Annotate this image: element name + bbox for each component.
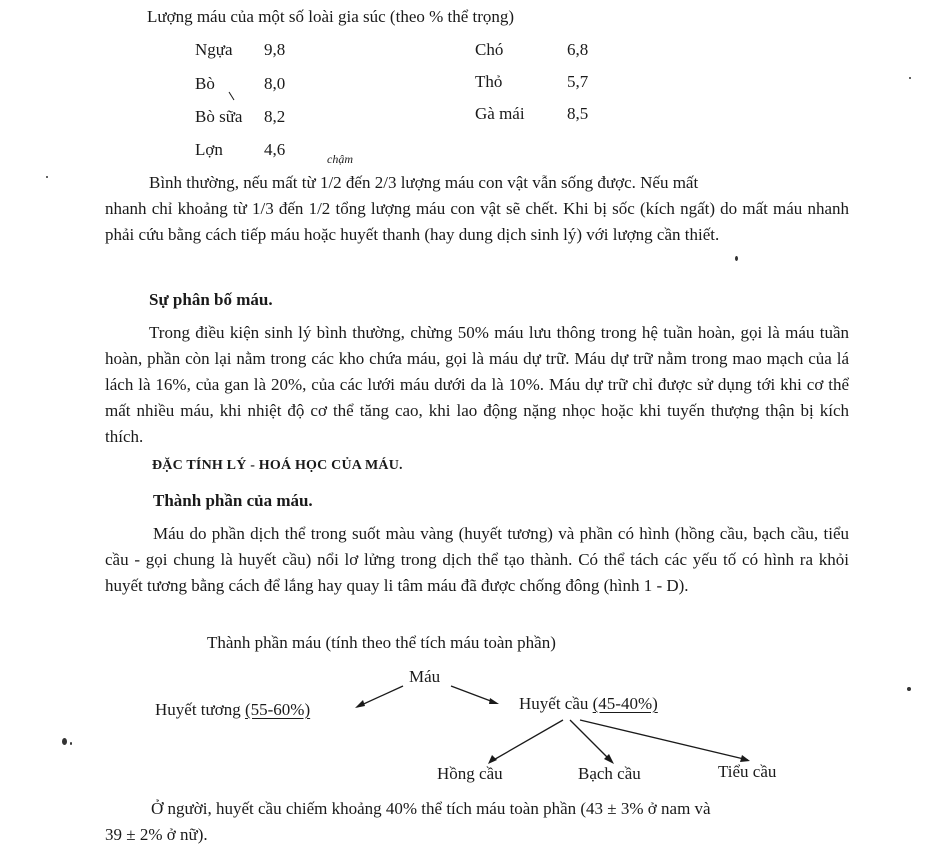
connector-cells-red — [490, 720, 563, 762]
animal-name: Ngựa — [195, 40, 233, 59]
cells-percent: (45-40%) — [592, 694, 658, 713]
scan-speck — [62, 738, 67, 745]
animal-value: 6,8 — [567, 40, 589, 59]
connector-cells-platelet — [580, 720, 748, 760]
connector-root-cells — [451, 686, 496, 703]
animal-name: Chó — [475, 40, 504, 59]
animal-value: 8,5 — [567, 104, 589, 123]
diagram-child-node: Hồng cầu — [437, 764, 503, 783]
scan-speck — [907, 687, 911, 691]
animal-name: Gà mái — [475, 104, 525, 123]
arrowhead-platelet — [740, 755, 750, 762]
paragraph-line: Ở người, huyết cầu chiếm khoảng 40% thể tích máu toàn phần (43 ± 3% ở nam và — [151, 799, 711, 818]
section-heading: ĐẶC TÍNH LÝ - HOÁ HỌC CỦA MÁU. — [152, 458, 403, 473]
arrowhead-cells — [489, 698, 499, 704]
diagram-child-node: Tiểu cầu — [718, 762, 777, 781]
handwritten-note: chậm — [327, 152, 353, 166]
scan-speck — [46, 176, 48, 178]
animal-value: 4,6 — [264, 140, 286, 159]
pen-mark — [229, 92, 234, 100]
arrowhead-red — [488, 755, 497, 764]
paragraph: nhanh chỉ khoảng từ 1/3 đến 1/2 tổng lượng máu con vật sẽ chết. Khi bị sốc (kích ngất) do mất máu nhanh phải cứu bằng cách tiếp máu hoặc huyết thanh (hay dung dịch sinh lý) với lượng cần thiết. — [105, 199, 849, 244]
animal-value: 8,0 — [264, 74, 286, 93]
scan-speck — [735, 256, 738, 261]
cells-label: Huyết cầu — [519, 694, 589, 713]
blood-volume-title: Lượng máu của một số loài gia súc (theo % thể trọng) — [147, 7, 515, 26]
scan-speck — [70, 742, 72, 745]
scan-speck — [909, 77, 911, 79]
diagram-child-node: Bạch cầu — [578, 764, 641, 783]
plasma-percent: (55-60%) — [244, 700, 311, 719]
animal-name: Bò sữa — [195, 107, 243, 126]
plasma-label: Huyết tương — [155, 700, 241, 719]
arrowhead-plasma — [355, 700, 365, 708]
animal-value: 5,7 — [567, 72, 589, 91]
paragraph-line: 39 ± 2% ở nữ). — [105, 825, 208, 844]
diagram-root: Máu — [409, 667, 441, 686]
animal-value: 9,8 — [264, 40, 286, 59]
paragraph: Trong điều kiện sinh lý bình thường, chừng 50% máu lưu thông trong hệ tuần hoàn, gọi là máu tuần hoàn, phần còn lại nằm trong các kho chứa máu, gọi là máu dự trữ. Máu dự trữ nằm trong mao mạch của lá lách là 16%, của gan là 20%, của các lưới máu dưới da là 10%. Máu dự trữ chỉ được sử dụng tới khi cơ thể mất nhiều máu, khi nhiệt độ cơ thể tăng cao, khi lao động nặng nhọc hoặc khi tuyến thượng thận bị kích thích. — [105, 323, 849, 446]
paragraph-line: Bình thường, nếu mất từ 1/2 đến 2/3 lượng máu con vật vẫn sống được. Nếu mất — [149, 173, 699, 192]
animal-value: 8,2 — [264, 107, 286, 126]
diagram-title: Thành phần máu (tính theo thể tích máu toàn phần) — [207, 633, 556, 652]
section-heading: Sự phân bố máu. — [149, 290, 273, 309]
section-heading: Thành phần của máu. — [153, 491, 313, 510]
animal-name: Thỏ — [475, 72, 503, 91]
animal-name: Bò — [195, 74, 215, 93]
paragraph: Máu do phần dịch thể trong suốt màu vàng (huyết tương) và phần có hình (hồng cầu, bạch cầu, tiểu cầu - gọi chung là huyết cầu) nổi lơ lửng trong dịch thể tạo thành. Có thể tách các yếu tố có hình ra khỏi huyết tương bằng cách để lắng hay quay li tâm máu đã được chống đông (hình 1 - D). — [105, 524, 849, 595]
animal-name: Lợn — [195, 140, 223, 159]
